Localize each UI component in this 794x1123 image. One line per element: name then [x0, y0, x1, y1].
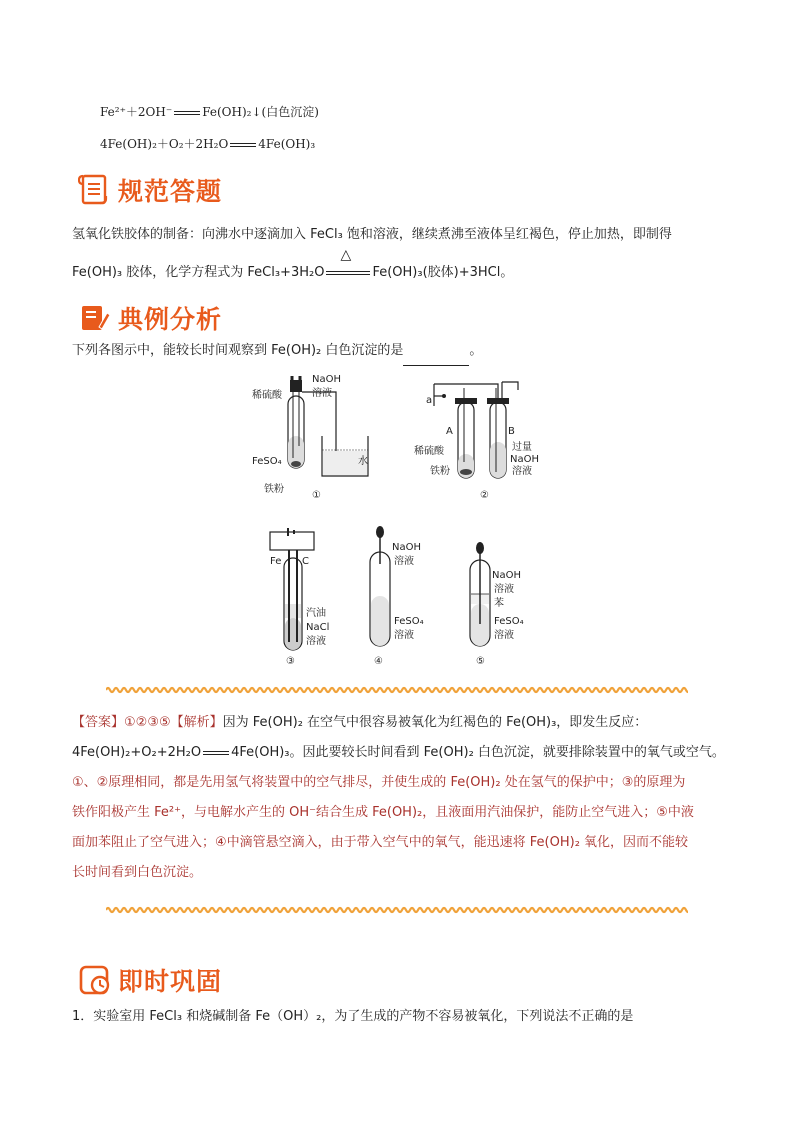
fig1-feso4-label: FeSO₄	[252, 456, 282, 467]
eq2-right: 4Fe(OH)₃	[258, 137, 316, 151]
fig3-number: ③	[286, 656, 295, 667]
section1-text	[72, 220, 732, 288]
fig2-label-B: B	[508, 426, 515, 437]
analysis-line4: 铁作阳极产生 Fe²⁺，与电解水产生的 OH⁻结合生成 Fe(OH)₂，且液面用汽油保护，能防止空气进入；⑤中液	[72, 805, 694, 820]
figure-2	[414, 382, 539, 501]
section-heading-example	[78, 300, 222, 336]
figure-1	[252, 374, 368, 501]
analysis-text-2: 因此要较长时间看到 Fe(OH)₂ 白色沉淀，就要排除装置中的氧气或空气。	[302, 745, 725, 760]
eq1-equals	[174, 111, 200, 115]
answer-label: 【答案】	[72, 715, 125, 730]
fig5-number: ⑤	[476, 656, 485, 667]
section1-line2	[72, 247, 732, 288]
section-title: 规范答题	[118, 177, 223, 206]
question-text: 下列各图示中，能较长时间观察到 Fe(OH)₂ 白色沉淀的是	[72, 343, 404, 358]
eq2-equals	[230, 143, 256, 147]
fig5-feso4-label: FeSO₄	[494, 616, 524, 627]
fig3-solution-label: 溶液	[306, 636, 326, 647]
wavy-divider-bottom	[106, 906, 688, 914]
wavy-divider-top	[106, 686, 688, 694]
fig2-naoh-label: NaOH	[510, 454, 539, 465]
heat-equals	[326, 247, 370, 288]
answer-value: ①②③⑤	[124, 715, 171, 730]
equation-2	[100, 135, 315, 152]
fig5-naoh-label: NaOH	[492, 570, 521, 581]
example-question	[72, 336, 482, 366]
practice-question-1: 1．实验室用 FeCl₃ 和烧碱制备 Fe（OH）₂，为了生成的产物不容易被氧化，下列说法不正确的是	[72, 1009, 634, 1024]
fig5-solution-label: 溶液	[494, 584, 514, 595]
eq2-left: 4Fe(OH)₂＋O₂＋2H₂O	[100, 137, 229, 151]
fig3-fe-label: Fe	[270, 556, 282, 567]
question-end: 。	[469, 343, 483, 358]
section-heading-standard-answer	[78, 172, 222, 208]
fig3-gasoline-label: 汽油	[306, 608, 326, 619]
analysis-eq-left: 4Fe(OH)₂+O₂+2H₂O	[72, 745, 202, 760]
analysis-line5: 面加苯阻止了空气进入；④中滴管悬空滴入，由于带入空气中的氧气，能迅速将 Fe(OH)₂ 氧化，因而不能较	[72, 835, 689, 850]
equation-1	[100, 103, 319, 120]
section-title: 典例分析	[118, 305, 223, 334]
fig1-iron-label: 铁粉	[264, 484, 284, 495]
answer-analysis	[72, 708, 732, 888]
fig1-water-label: 水	[358, 456, 368, 467]
answer-blank[interactable]	[403, 351, 469, 366]
fig2-valve-a: a	[426, 395, 433, 406]
eq1-left: Fe²⁺＋2OH⁻	[100, 105, 173, 119]
heat-symbol: △	[340, 247, 352, 263]
fig4-solution2-label: 溶液	[394, 630, 414, 641]
fig5-solution2-label: 溶液	[494, 630, 514, 641]
section1-line2-b: Fe(OH)₃(胶体)+3HCl。	[372, 265, 514, 280]
book-pen-icon	[78, 301, 112, 335]
section-heading-practice	[78, 962, 222, 998]
section1-line2-a: Fe(OH)₃ 胶体，化学方程式为 FeCl₃+3H₂O	[72, 265, 325, 280]
section1-line1: 氢氧化铁胶体的制备：向沸水中逐滴加入 FeCl₃ 饱和溶液，继续煮沸至液体呈红褐色，停止加热，即制得	[72, 227, 672, 242]
fig4-number: ④	[374, 656, 383, 667]
fig1-number: ①	[312, 490, 321, 501]
eq1-right: Fe(OH)₂↓(白色沉淀)	[202, 105, 319, 119]
figure-3	[270, 528, 329, 667]
analysis-eq-equals	[203, 751, 229, 755]
clock-icon	[78, 963, 112, 997]
analysis-eq-right: 4Fe(OH)₃。	[231, 745, 303, 760]
fig2-number: ②	[480, 490, 489, 501]
analysis-line3: ①、②原理相同，都是先用氢气将装置中的空气排尽，并使生成的 Fe(OH)₂ 处在氢气的保护中；③的原理为	[72, 775, 686, 790]
fig4-naoh-label: NaOH	[392, 542, 421, 553]
apparatus-figures	[240, 368, 560, 668]
analysis-line6: 长时间看到白色沉淀。	[72, 865, 203, 880]
fig2-iron-label: 铁粉	[430, 466, 450, 477]
fig1-naoh-label: NaOH	[312, 374, 341, 385]
fig2-acid-label: 稀硫酸	[414, 446, 444, 457]
fig1-acid-label: 稀硫酸	[252, 390, 282, 401]
fig3-nacl-label: NaCl	[306, 622, 330, 633]
analysis-text-1: 因为 Fe(OH)₂ 在空气中很容易被氧化为红褐色的 Fe(OH)₃，即发生反应：	[222, 715, 648, 730]
analysis-line2	[72, 738, 732, 768]
fig4-solution-label: 溶液	[394, 556, 414, 567]
analysis-label: 【解析】	[170, 715, 223, 730]
fig2-solution-label: 溶液	[512, 466, 532, 477]
figure-4	[370, 526, 424, 667]
analysis-line1	[72, 708, 732, 738]
figure-5	[470, 542, 524, 667]
fig3-c-label: C	[302, 556, 309, 567]
fig2-excess-label: 过量	[512, 442, 532, 453]
section-title: 即时巩固	[118, 967, 223, 996]
fig2-label-A: A	[446, 426, 453, 437]
fig4-feso4-label: FeSO₄	[394, 616, 424, 627]
fig5-benzene-label: 苯	[494, 598, 504, 609]
fig1-solution-label: 溶液	[312, 388, 332, 399]
scroll-icon	[78, 173, 112, 207]
